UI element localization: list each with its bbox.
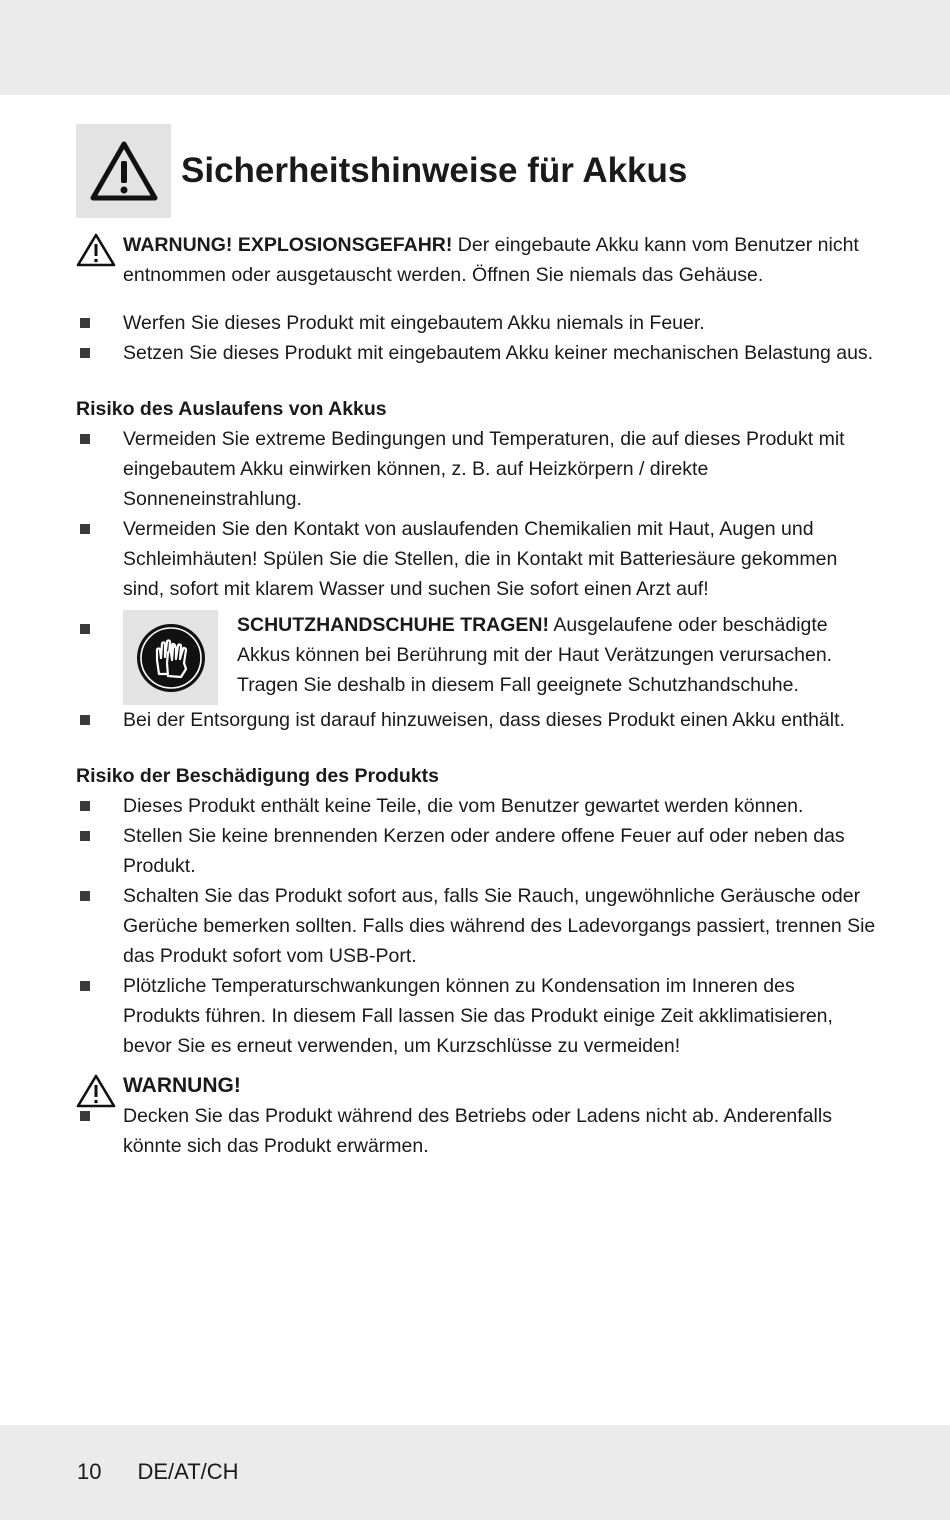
- section-heading-leakage: Risiko des Auslaufens von Akkus: [76, 398, 387, 420]
- list-item: Decken Sie das Produkt während des Betriebs oder Ladens nicht ab. Anderenfalls könnte sich das Produkt erwärmen.: [76, 1101, 876, 1161]
- gloves-text: SCHUTZHANDSCHUHE TRAGEN! Ausgelaufene oder beschädigte Akkus können bei Berührung mit der Haut Verätzungen verursachen. Tragen Sie deshalb in diesem Fall geeignete Schutzhandschuhe.: [237, 614, 833, 696]
- square-bullet-icon: [80, 981, 90, 991]
- bullet-list-damage: [76, 791, 876, 1061]
- gloves-notice: [123, 610, 876, 705]
- warning-heat: [76, 1071, 876, 1101]
- bullet-list-leakage: [76, 424, 876, 735]
- square-bullet-icon: [80, 831, 90, 841]
- warning-explosion-label: WARNUNG! EXPLOSIONSGEFAHR!: [123, 234, 453, 256]
- square-bullet-icon: [80, 348, 90, 358]
- list-item: Schalten Sie das Produkt sofort aus, falls Sie Rauch, ungewöhnliche Geräusche oder Gerüche bemerken sollten. Falls dies während des Ladevorgangs passiert, trennen Sie das Produkt sofort vom USB-Port.: [76, 881, 876, 971]
- top-band: [0, 0, 950, 95]
- list-item: Werfen Sie dieses Produkt mit eingebautem Akku niemals in Feuer.: [76, 308, 876, 338]
- list-item: Vermeiden Sie den Kontakt von auslaufenden Chemikalien mit Haut, Augen und Schleimhäuten! Spülen Sie die Stellen, die in Kontakt mit Batteriesäure gekommen sind, sofort mit klarem Wasser und suchen Sie sofort einen Arzt auf!: [76, 514, 876, 604]
- gloves-label: SCHUTZHANDSCHUHE TRAGEN!: [237, 614, 549, 636]
- list-item: Bei der Entsorgung ist darauf hinzuweisen, dass dieses Produkt einen Akku enthält.: [76, 705, 876, 735]
- section-heading-damage: Risiko der Beschädigung des Produkts: [76, 765, 439, 787]
- list-item: Stellen Sie keine brennenden Kerzen oder andere offene Feuer auf oder neben das Produkt.: [76, 821, 876, 881]
- square-bullet-icon: [80, 801, 90, 811]
- warning-triangle-icon: [76, 124, 171, 218]
- square-bullet-icon: [80, 624, 90, 634]
- bullet-list-top: [76, 308, 876, 368]
- region-label: DE/AT/CH: [137, 1459, 239, 1484]
- title-row: [76, 124, 876, 218]
- warning-explosion-text: Der eingebaute Akku kann vom Benutzer nicht entnommen oder ausgetauscht werden. Öffnen Sie niemals das Gehäuse.: [123, 234, 859, 286]
- square-bullet-icon: [80, 715, 90, 725]
- page-title: Sicherheitshinweise für Akkus: [181, 151, 688, 190]
- square-bullet-icon: [80, 434, 90, 444]
- page-footer: [77, 1457, 239, 1487]
- page-number: 10: [77, 1459, 102, 1484]
- warning-heat-label: WARNUNG!: [123, 1074, 241, 1097]
- bullet-list-heat: [76, 1101, 876, 1161]
- square-bullet-icon: [80, 1111, 90, 1121]
- warning-triangle-icon: [76, 232, 116, 277]
- list-item-gloves: [76, 604, 876, 705]
- protective-gloves-icon: [123, 610, 218, 705]
- page-content: [76, 124, 876, 1161]
- square-bullet-icon: [80, 318, 90, 328]
- list-item: Plötzliche Temperaturschwankungen können zu Kondensation im Inneren des Produkts führen. In diesem Fall lassen Sie das Produkt einige Zeit akklimatisieren, bevor Sie es erneut verwenden, um Kurzschlüsse zu vermeiden!: [76, 971, 876, 1061]
- square-bullet-icon: [80, 524, 90, 534]
- square-bullet-icon: [80, 891, 90, 901]
- list-item: Vermeiden Sie extreme Bedingungen und Temperaturen, die auf dieses Produkt mit eingebautem Akku einwirken können, z. B. auf Heizkörpern / direkte Sonneneinstrahlung.: [76, 424, 876, 514]
- warning-explosion: [76, 230, 876, 290]
- list-item: Setzen Sie dieses Produkt mit eingebautem Akku keiner mechanischen Belastung aus.: [76, 338, 876, 368]
- list-item: Dieses Produkt enthält keine Teile, die vom Benutzer gewartet werden können.: [76, 791, 876, 821]
